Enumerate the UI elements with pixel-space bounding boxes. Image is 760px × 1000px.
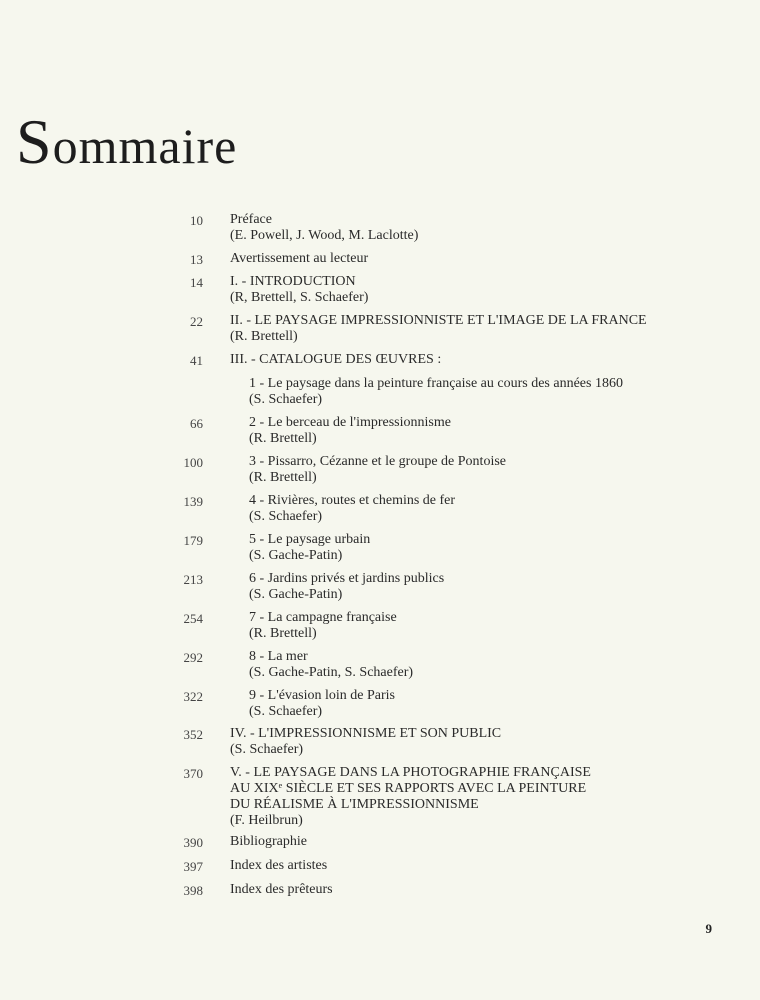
toc-entry-title: Bibliographie (230, 834, 307, 849)
toc-entry-authors: (S. Gache-Patin) (249, 587, 343, 602)
toc-entry-title: Index des prêteurs (230, 882, 333, 897)
toc-entry-title: DU RÉALISME À L'IMPRESSIONNISME (230, 797, 479, 812)
toc-entry-title: III. - CATALOGUE DES ŒUVRES : (230, 352, 442, 367)
toc-entry-authors: (S. Schaefer) (249, 509, 323, 524)
toc-entry-authors: (R. Brettell) (249, 626, 317, 641)
toc-entry-title: 7 - La campagne française (249, 610, 397, 625)
title-rest: ommaire (52, 118, 238, 174)
toc-entry-text (230, 352, 441, 368)
toc-entry-title: I. - INTRODUCTION (230, 274, 356, 289)
toc-entry-title: V. - LE PAYSAGE DANS LA PHOTOGRAPHIE FRANÇAISE (230, 765, 591, 780)
toc-entry-text (230, 251, 368, 267)
toc-entry-text (249, 493, 455, 525)
toc-entry-text (249, 415, 451, 447)
toc-entry-text (249, 649, 413, 681)
toc-entry-title: Avertissement au lecteur (230, 251, 369, 266)
toc-entry-title: 1 - Le paysage dans la peinture française au cours des années 1860 (249, 376, 623, 391)
toc-entry-authors: (R, Brettell, S. Schaefer) (230, 290, 369, 305)
toc-page-number: 100 (183, 455, 203, 470)
toc-page-number: 292 (183, 650, 203, 665)
toc-entry-text (230, 858, 327, 874)
toc-page-number: 213 (183, 572, 203, 587)
toc-page-number: 322 (183, 689, 203, 704)
title-initial: S (16, 106, 53, 177)
toc-entry-authors: (R. Brettell) (230, 329, 298, 344)
toc-page-number: 352 (183, 727, 203, 742)
toc-page-number: 13 (190, 252, 203, 267)
page-title (16, 106, 238, 177)
toc-page-number: 22 (190, 314, 203, 329)
toc-page-number: 390 (183, 835, 203, 850)
toc-entry-authors: (S. Schaefer) (230, 742, 304, 757)
toc-entry-text (230, 274, 368, 306)
toc-entry-text (230, 882, 333, 898)
toc-entry-title: AU XIXᵉ SIÈCLE ET SES RAPPORTS AVEC LA PEINTURE (230, 781, 587, 796)
toc-entry-title: II. - LE PAYSAGE IMPRESSIONNISTE ET L'IMAGE DE LA FRANCE (230, 313, 647, 328)
toc-page-number: 14 (190, 275, 203, 290)
toc-page-number: 254 (183, 611, 203, 626)
toc-entry-authors: (R. Brettell) (249, 470, 317, 485)
toc-entry-title: 9 - L'évasion loin de Paris (249, 688, 395, 703)
toc-page-number: 10 (190, 213, 203, 228)
toc-entry-text (249, 571, 444, 603)
toc-entry-title: 3 - Pissarro, Cézanne et le groupe de Pontoise (249, 454, 506, 469)
toc-page-number: 370 (183, 766, 203, 781)
toc-entry-authors: (S. Schaefer) (249, 392, 323, 407)
toc-page-number: 41 (190, 353, 203, 368)
toc-entry-title: 2 - Le berceau de l'impressionnisme (249, 415, 451, 430)
toc-page-number: 66 (190, 416, 203, 431)
toc-page-number: 139 (183, 494, 203, 509)
toc-entry-authors: (S. Gache-Patin) (249, 548, 343, 563)
toc-entry-title: Index des artistes (230, 858, 328, 873)
toc-entry-text (249, 610, 397, 642)
toc-entry-authors: (S. Gache-Patin, S. Schaefer) (249, 665, 414, 680)
toc-entry-authors: (F. Heilbrun) (230, 813, 303, 828)
toc-entry-authors: (R. Brettell) (249, 431, 317, 446)
toc-page-number: 179 (183, 533, 203, 548)
toc-entry-text (230, 212, 418, 244)
toc-entry-text (230, 765, 591, 829)
toc-entry-title: 4 - Rivières, routes et chemins de fer (249, 493, 456, 508)
toc-entry-title: 6 - Jardins privés et jardins publics (249, 571, 445, 586)
toc-entry-authors: (S. Schaefer) (249, 704, 323, 719)
toc-page-number: 397 (183, 859, 203, 874)
toc-entry-title: 5 - Le paysage urbain (249, 532, 371, 547)
toc-entry-title: 8 - La mer (249, 649, 308, 664)
toc-entry-text (249, 376, 623, 408)
page-number: 9 (705, 921, 712, 936)
toc-entry-text (230, 313, 647, 345)
toc-entry-title: IV. - L'IMPRESSIONNISME ET SON PUBLIC (230, 726, 502, 741)
toc-entry-text (230, 726, 501, 758)
toc-entry-text (249, 454, 506, 486)
toc-entry-title: Préface (230, 212, 272, 227)
toc-entry-text (249, 532, 370, 564)
toc-entry-text (230, 834, 307, 850)
toc-entry-authors: (E. Powell, J. Wood, M. Laclotte) (230, 228, 419, 243)
toc-entry-text (249, 688, 395, 720)
toc-page-number: 398 (183, 883, 203, 898)
